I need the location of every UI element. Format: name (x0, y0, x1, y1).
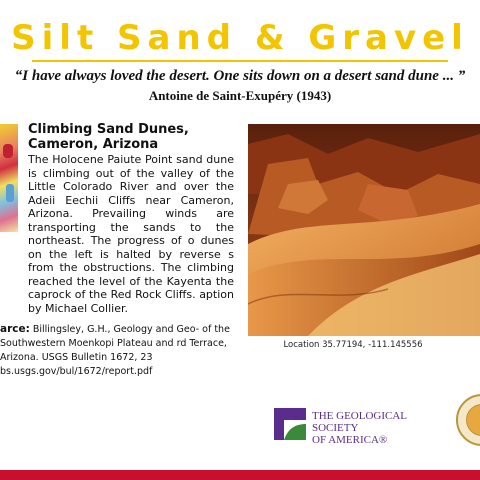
dune-photo (248, 124, 480, 336)
article-heading (28, 122, 228, 152)
source-citation (0, 322, 240, 379)
sand-dune-photo-illustration (248, 124, 480, 336)
map-region (6, 184, 14, 202)
quote-attribution: Antoine de Saint-Exupéry (1943) (148, 88, 332, 103)
quote: “I have always loved the desert. One sits down on a desert sand dune ... ” (14, 68, 466, 84)
arizona-seal-logo (456, 394, 480, 446)
gsa-name (312, 410, 452, 446)
map-region (3, 144, 13, 158)
gsa-name-line-1: THE GEOLOGICAL SOCIETY (312, 410, 407, 434)
source-text: Billingsley, G.H., Geology and Geo- of the Southwestern Moenkopi Plateau and rd Terrace, Arizona. USGS Bulletin 1672, 23 bs.usgs.gov/bul/1672/report.pdf (0, 324, 230, 377)
heading-line-2: Cameron, Arizona (28, 137, 159, 152)
page-title: Silt Sand & Gravel (11, 18, 469, 58)
seal-center (466, 404, 480, 436)
gsa-name-line-2: OF AMERICA® (312, 434, 388, 446)
gsa-logo-icon (274, 408, 306, 440)
article-body: The Holocene Paiute Point sand dune is climbing out of the valley of the Little Colorado River and over the Adeii Eechii Cliffs near Cameron, Arizona. Prevailing winds are transporting the sands to the northeast. The progress of o dunes on the left is halted by reverse s from the obstructions. The climbing reached the level of the Kayenta the caprock of the Red Rock Cliffs. aption by Michael Collier. (28, 153, 234, 315)
photo-caption: Location 35.77194, -111.145556 (283, 340, 423, 350)
title-underline (32, 60, 448, 62)
source-label: arce: (0, 323, 30, 335)
heading-line-1: Climbing Sand Dunes, (28, 122, 189, 137)
footer-bar (0, 470, 480, 480)
geologic-map-thumbnail (0, 124, 18, 232)
